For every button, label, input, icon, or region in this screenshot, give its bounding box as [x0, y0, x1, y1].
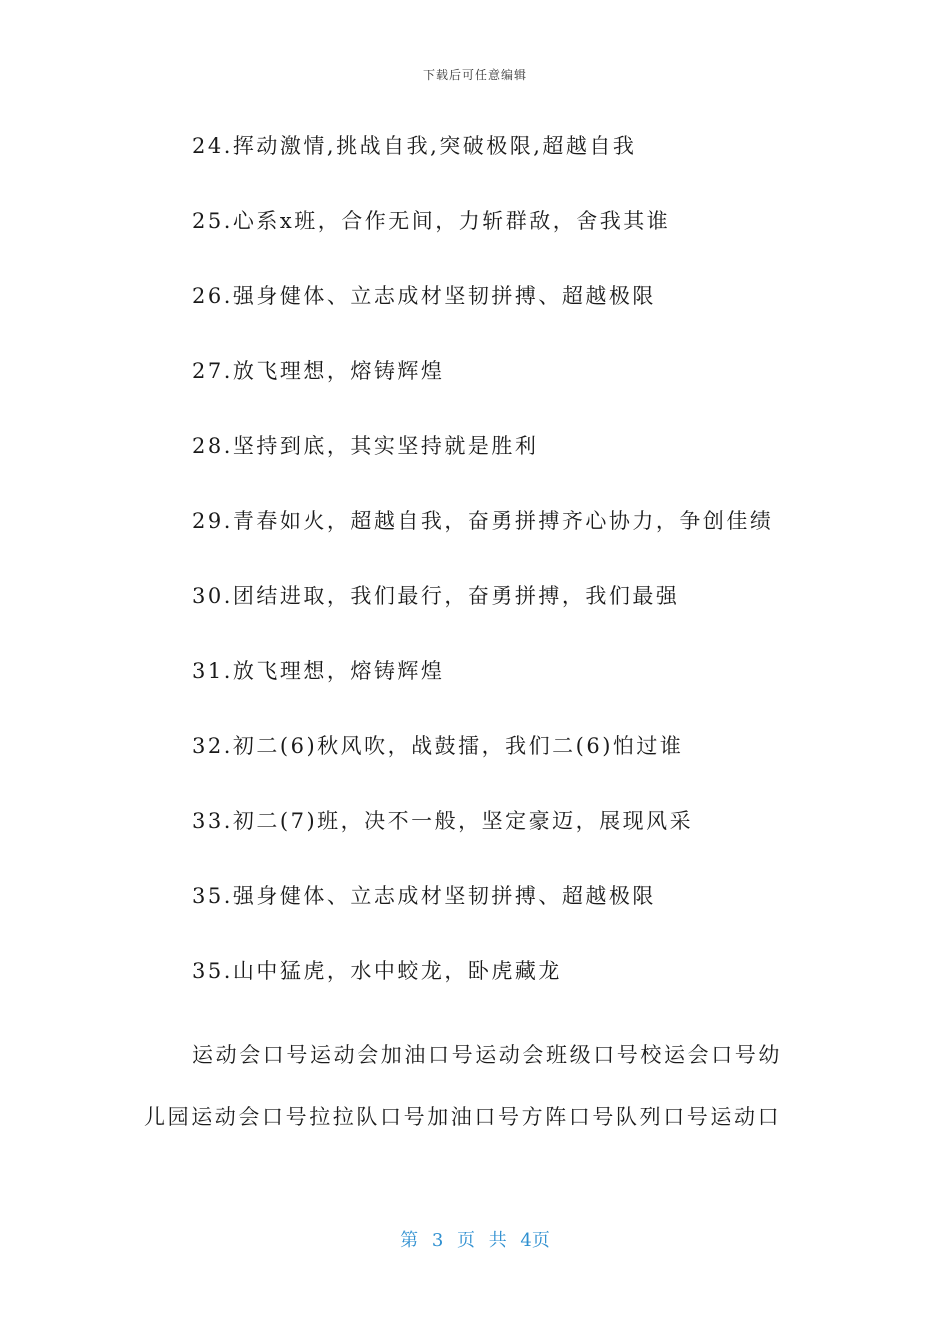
list-item: 26.强身健体、立志成材坚韧拼搏、超越极限 — [192, 284, 656, 308]
list-item: 31.放飞理想，熔铸辉煌 — [192, 659, 445, 683]
list-item: 35.强身健体、立志成材坚韧拼搏、超越极限 — [192, 884, 656, 908]
list-item: 29.青春如火，超越自我，奋勇拼搏齐心协力，争创佳绩 — [192, 509, 774, 533]
page-header: 下载后可任意编辑 — [422, 68, 527, 82]
list-item: 30.团结进取，我们最行，奋勇拼搏，我们最强 — [192, 584, 680, 608]
page-number: 第 3 页 共 4页 — [400, 1230, 550, 1251]
list-item: 32.初二(6)秋风吹，战鼓擂，我们二(6)怕过谁 — [192, 734, 684, 758]
list-item: 28.坚持到底，其实坚持就是胜利 — [192, 434, 539, 458]
list-item: 25.心系x班，合作无间，力斩群敌，舍我其谁 — [192, 209, 671, 233]
list-item: 27.放飞理想，熔铸辉煌 — [192, 359, 445, 383]
slogan-list — [192, 128, 773, 1028]
keywords-paragraph: 运动会口号运动会加油口号运动会班级口号校运会口号幼儿园运动会口号拉拉队口号加油口号方阵口号队列口号运动口 — [144, 1043, 782, 1129]
list-item: 24.挥动激情,挑战自我,突破极限,超越自我 — [192, 134, 637, 158]
list-item: 35.山中猛虎，水中蛟龙，卧虎藏龙 — [192, 959, 562, 983]
list-item: 33.初二(7)班，决不一般，坚定豪迈，展现风采 — [192, 809, 694, 833]
